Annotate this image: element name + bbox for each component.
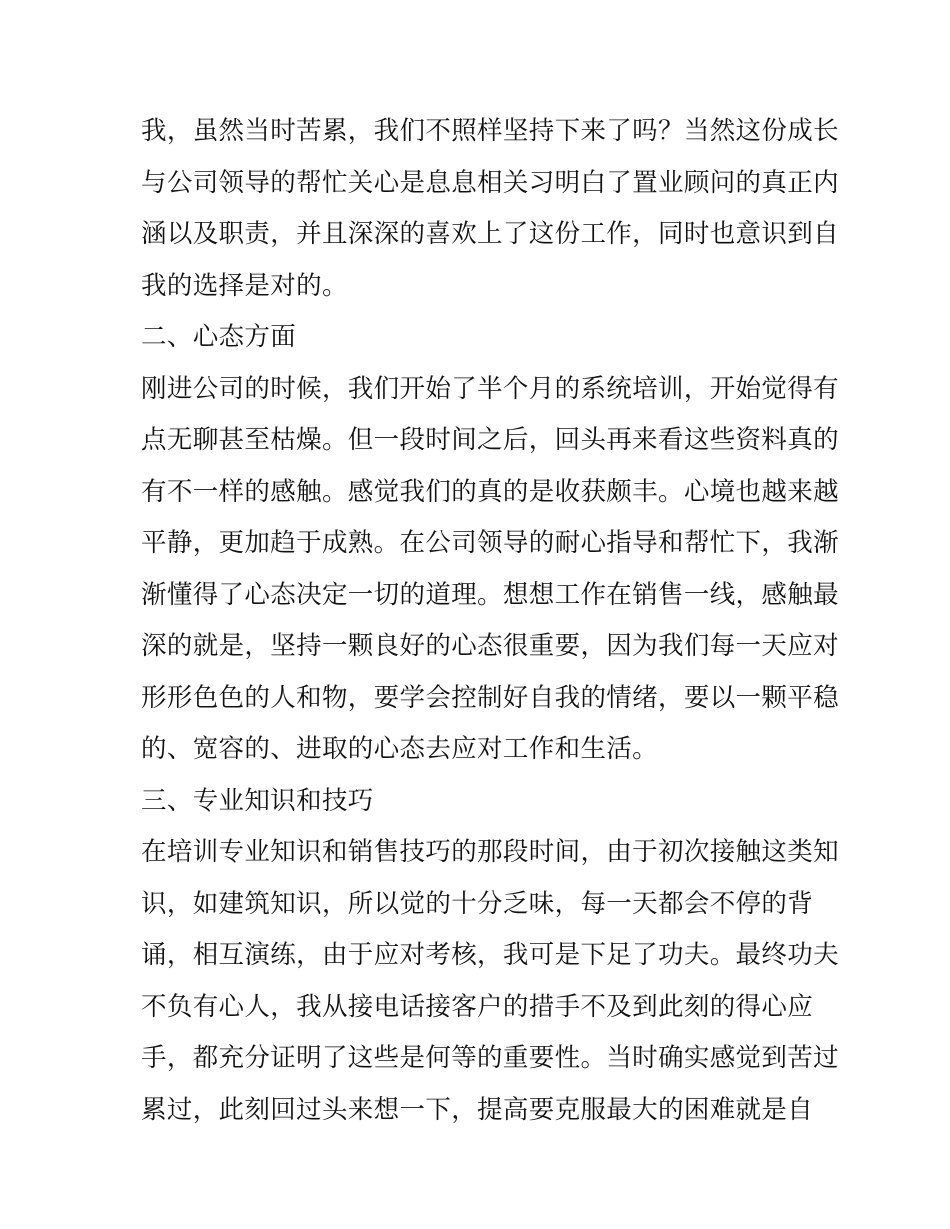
text-line: 刚进公司的时候，我们开始了半个月的系统培训，开始觉得有 (141, 373, 839, 404)
text-line: 平静，更加趋于成熟。在公司领导的耐心指导和帮忙下，我渐 (141, 528, 839, 558)
document-body (141, 106, 839, 1136)
text-line: 形形色色的人和物，要学会控制好自我的情绪，要以一颗平稳 (141, 682, 839, 713)
text-line: 诵，相互演练，由于应对考核，我可是下足了功夫。最终功夫 (141, 940, 839, 970)
text-line: 的、宽容的、进取的心态去应对工作和生活。 (141, 734, 659, 764)
text-line: 手，都充分证明了这些是何等的重要性。当时确实感觉到苦过 (141, 1043, 839, 1073)
section-heading-skills: 三、专业知识和技巧 (141, 785, 374, 816)
text-line: 深的就是，坚持一颗良好的心态很重要，因为我们每一天应对 (141, 631, 839, 661)
text-line: 我，虽然当时苦累，我们不照样坚持下来了吗？当然这份成长 (141, 116, 839, 146)
text-line: 点无聊甚至枯燥。但一段时间之后，回头再来看这些资料真的 (141, 425, 839, 455)
text-line: 在培训专业知识和销售技巧的那段时间，由于初次接触这类知 (141, 837, 839, 867)
text-line: 不负有心人，我从接电话接客户的措手不及到此刻的得心应 (141, 991, 814, 1022)
text-line: 识，如建筑知识，所以觉的十分乏味，每一天都会不停的背 (141, 888, 814, 919)
text-line: 累过，此刻回过头来想一下，提高要克服最大的困难就是自 (141, 1094, 814, 1125)
text-line: 我的选择是对的。 (141, 270, 348, 301)
text-line: 有不一样的感触。感觉我们的真的是收获颇丰。心境也越来越 (141, 476, 839, 507)
text-line: 涵以及职责，并且深深的喜欢上了这份工作，同时也意识到自 (141, 219, 839, 249)
text-line: 渐懂得了心态决定一切的道理。想想工作在销售一线，感触最 (141, 579, 839, 610)
section-heading-mindset: 二、心态方面 (141, 322, 297, 352)
text-line: 与公司领导的帮忙关心是息息相关习明白了置业顾问的真正内 (141, 167, 839, 198)
